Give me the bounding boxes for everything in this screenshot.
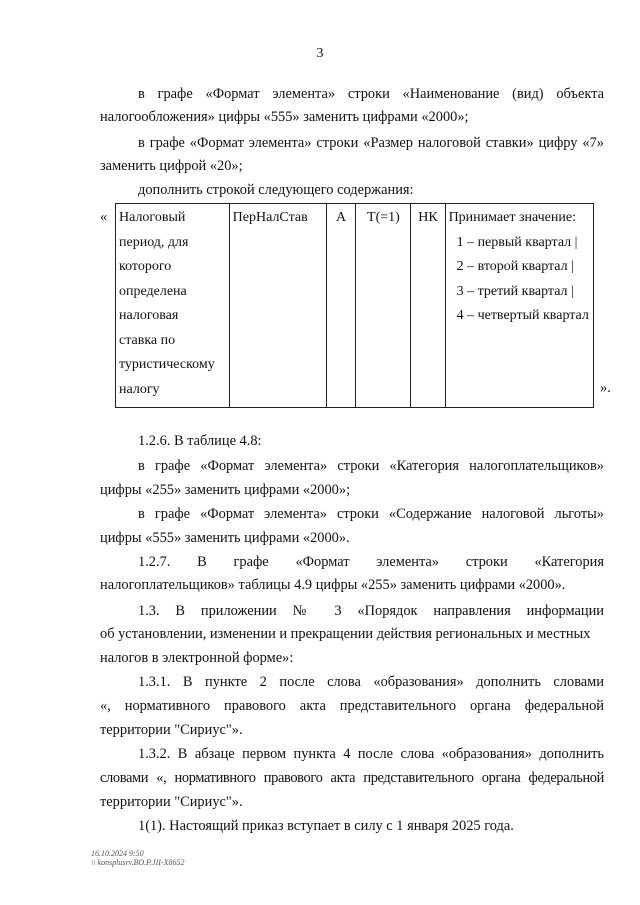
text-line: в графе «Формат элемента» строки «Размер налоговой ставки» цифру «7»: [138, 135, 604, 151]
element-format-cell: Т(=1): [356, 204, 411, 408]
text-line: цифры «555» заменить цифрами «2000».: [100, 530, 350, 546]
text-line: налогоплательщиков» таблицы 4.9 цифры «255» заменить цифрами «2000».: [100, 577, 566, 593]
footer-stamp-path: \\ konsplusrv.BO.P.JII-X8652: [91, 858, 185, 867]
text-line: 1.3. В приложении № 3 «Порядок направления информации: [138, 603, 604, 619]
text-line: в графе «Формат элемента» строки «Категория налогоплательщиков»: [138, 458, 604, 474]
text-line: 1.3.2. В абзаце первом пункта 4 после слова «образования» дополнить: [138, 746, 604, 762]
footer-stamp-date: 16.10.2024 9:50: [91, 849, 144, 858]
text-line: об установлении, изменении и прекращении действия региональных и местных: [100, 626, 591, 642]
element-code-cell: ПерНалСтав: [229, 204, 326, 408]
text-line: территории "Сириус"».: [100, 794, 243, 810]
text-line: в графе «Формат элемента» строки «Наименование (вид) объекта: [138, 86, 604, 102]
table-open-quote: «: [100, 209, 108, 225]
text-line: дополнить строкой следующего содержания:: [138, 182, 414, 198]
inserted-table-row: [115, 203, 594, 408]
element-type-cell: А: [326, 204, 356, 408]
text-line: «, нормативного правового акта представительного органа федеральной: [100, 698, 604, 714]
element-values-cell: Принимает значение: 1 – первый квартал | 2 – второй квартал | 3 – третий квартал | 4 – четвертый квартал: [445, 204, 593, 408]
page-number: 3: [316, 46, 324, 61]
text-line: заменить цифрой «20»;: [100, 158, 243, 174]
text-line: в графе «Формат элемента» строки «Содержание налоговой льготы»: [138, 506, 604, 522]
text-line: 1.3.1. В пункте 2 после слова «образования» дополнить словами: [138, 674, 604, 690]
text-line: территории "Сириус"».: [100, 722, 243, 738]
text-line: налогообложения» цифры «555» заменить цифрами «2000»;: [100, 109, 469, 125]
element-required-cell: НК: [411, 204, 445, 408]
text-line: 1.2.7. В графе «Формат элемента» строки «Категория: [138, 554, 604, 570]
table-close-quote: ».: [600, 380, 611, 396]
text-line: словами «, нормативного правового акта представительного органа федеральной: [100, 770, 604, 786]
text-line: налогов в электронной форме»:: [100, 650, 294, 666]
text-line: цифры «255» заменить цифрами «2000»;: [100, 482, 351, 498]
text-line: 1(1). Настоящий приказ вступает в силу с 1 января 2025 года.: [138, 818, 514, 834]
element-name-cell: Налоговый период, для которого определена налоговая ставка по туристическому налогу: [116, 204, 230, 408]
text-line: 1.2.6. В таблице 4.8:: [138, 433, 262, 449]
